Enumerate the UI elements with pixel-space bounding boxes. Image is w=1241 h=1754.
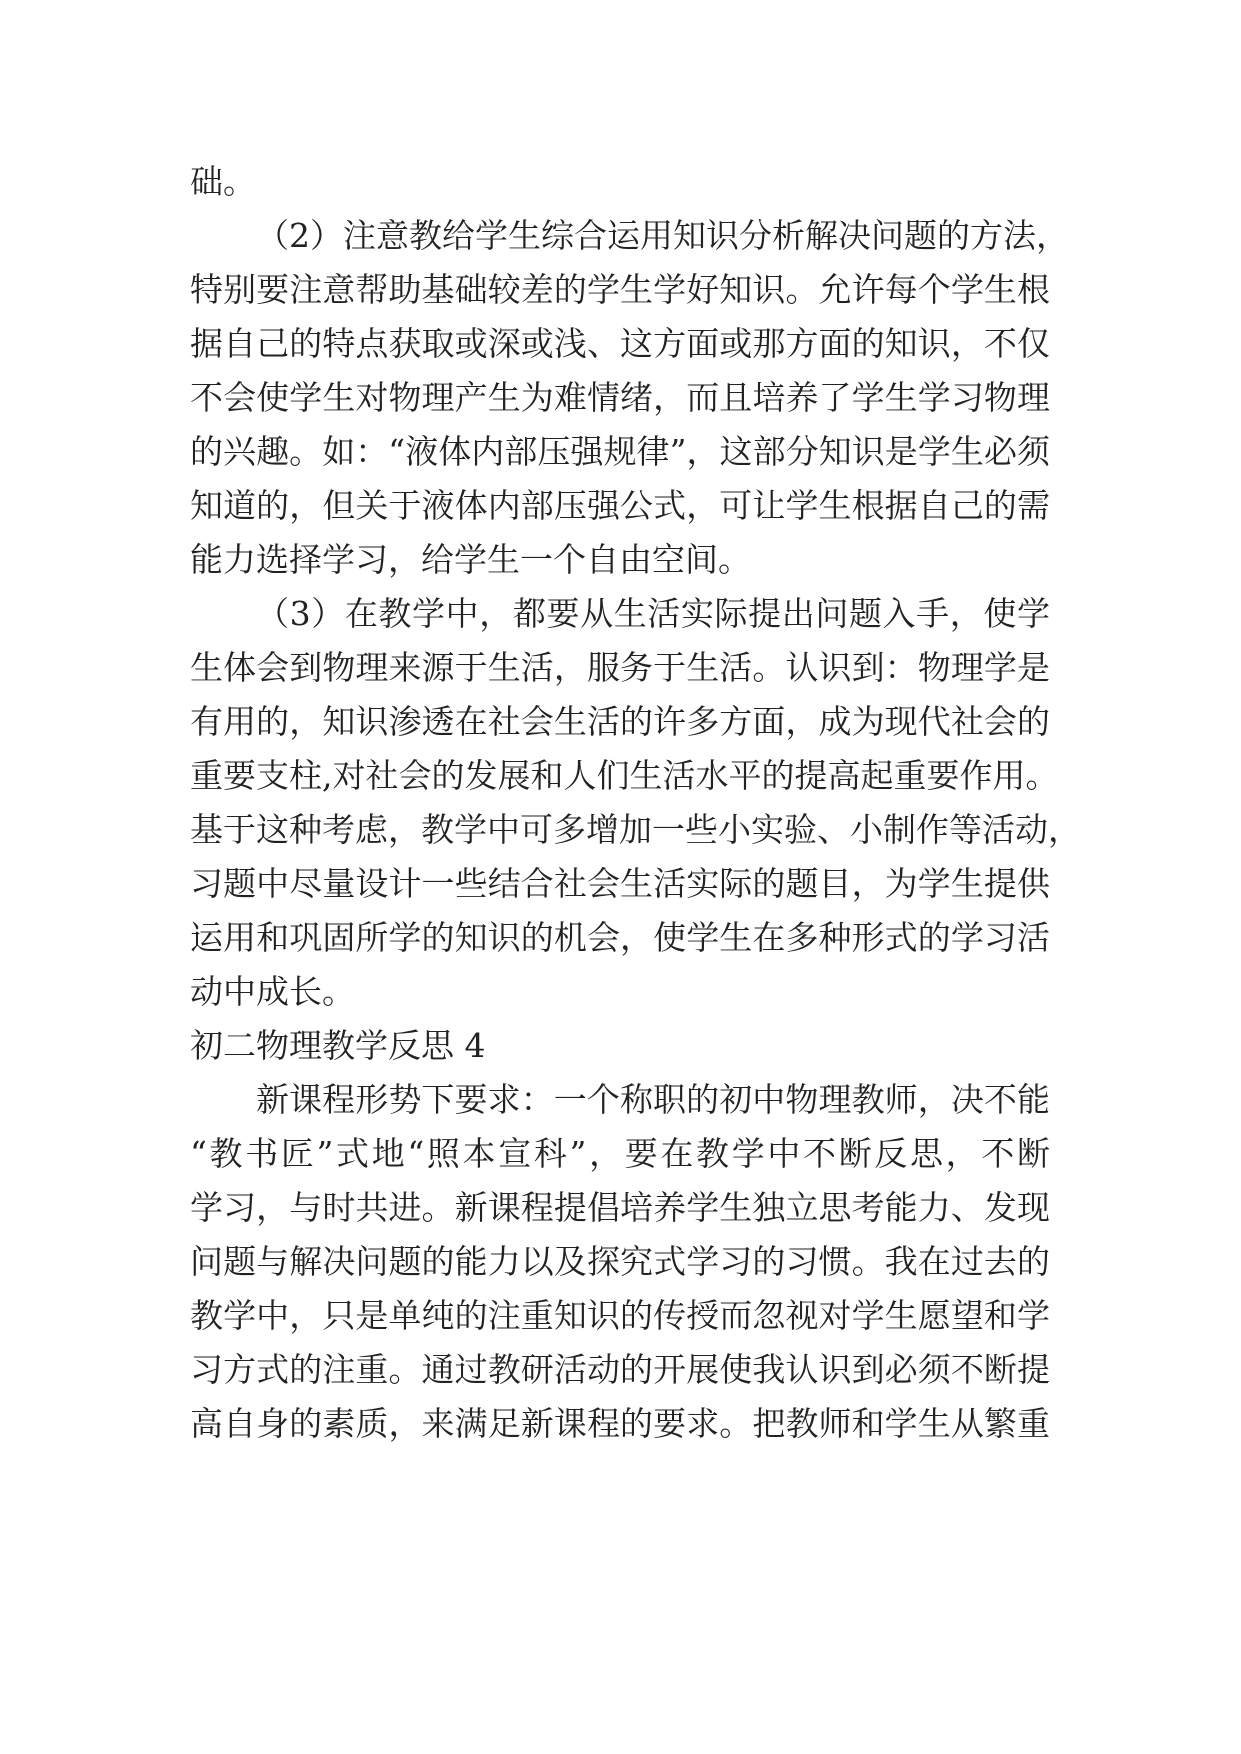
paragraph-line: 教学中，只是单纯的注重知识的传授而忽视对学生愿望和学 xyxy=(190,1296,1050,1335)
paragraph-line: 不会使学生对物理产生为难情绪，而且培养了学生学习物理 xyxy=(190,378,1050,417)
paragraph-line: 高自身的素质，来满足新课程的要求。把教师和学生从繁重 xyxy=(190,1404,1050,1443)
paragraph-line: 问题与解决问题的能力以及探究式学习的习惯。我在过去的 xyxy=(190,1242,1050,1281)
paragraph-line: （2）注意教给学生综合运用知识分析解决问题的方法， xyxy=(256,216,1069,255)
paragraph-line: 据自己的特点获取或深或浅、这方面或那方面的知识，不仅 xyxy=(190,324,1050,363)
paragraph-line: 动中成长。 xyxy=(190,972,355,1011)
paragraph-line: 学习，与时共进。新课程提倡培养学生独立思考能力、发现 xyxy=(190,1188,1050,1227)
paragraph-line: 习题中尽量设计一些结合社会生活实际的题目，为学生提供 xyxy=(190,864,1050,903)
paragraph-line: 习方式的注重。通过教研活动的开展使我认识到必须不断提 xyxy=(190,1350,1050,1389)
paragraph-line: 特别要注意帮助基础较差的学生学好知识。允许每个学生根 xyxy=(190,270,1050,309)
paragraph-line: 生体会到物理来源于生活，服务于生活。认识到：物理学是 xyxy=(190,648,1050,687)
paragraph-line: 重要支柱,对社会的发展和人们生活水平的提高起重要作用。 xyxy=(190,756,1059,795)
paragraph-line: 知道的，但关于液体内部压强公式，可让学生根据自己的需 xyxy=(190,486,1050,525)
paragraph-line: 运用和巩固所学的知识的机会，使学生在多种形式的学习活 xyxy=(190,918,1050,957)
section-heading: 初二物理教学反思 4 xyxy=(190,1026,486,1065)
paragraph-line: “教书匠”式地“照本宣科”，要在教学中不断反思，不断 xyxy=(190,1134,1050,1173)
paragraph-line: 有用的，知识渗透在社会生活的许多方面，成为现代社会的 xyxy=(190,702,1050,741)
paragraph-line: 础。 xyxy=(190,162,256,201)
paragraph-line: （3）在教学中，都要从生活实际提出问题入手，使学 xyxy=(256,594,1050,633)
paragraph-line: 能力选择学习，给学生一个自由空间。 xyxy=(190,540,751,579)
paragraph-line: 新课程形势下要求：一个称职的初中物理教师，决不能 xyxy=(256,1080,1050,1119)
paragraph-line: 基于这种考虑，教学中可多增加一些小实验、小制作等活动， xyxy=(190,810,1081,849)
paragraph-line: 的兴趣。如：“液体内部压强规律”，这部分知识是学生必须 xyxy=(190,432,1050,471)
